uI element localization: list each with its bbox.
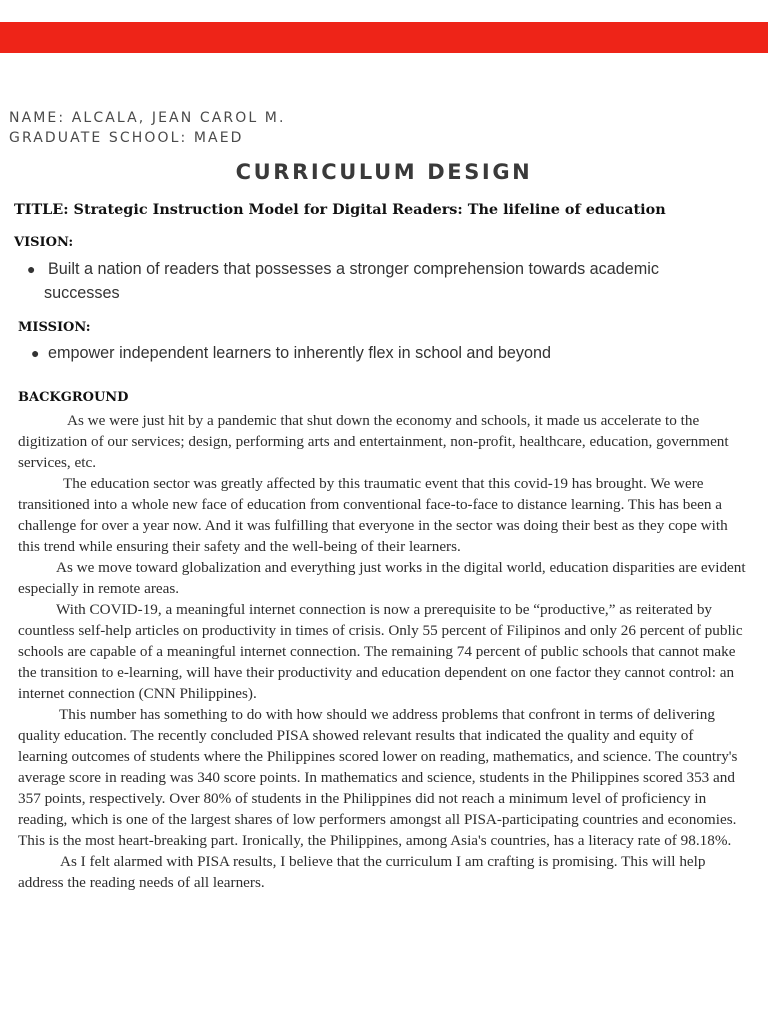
document-heading: CURRICULUM DESIGN: [235, 160, 533, 184]
bullet-icon: ●: [27, 261, 36, 277]
mission-item-text: empower independent learners to inherently flex in school and beyond: [48, 344, 552, 362]
background-paragraph: As we were just hit by a pandemic that shut down the economy and schools, it made us accelerate to the digitization of our services; design, performing arts and entertainment, non-profit, healthcare, education, government services, etc.: [18, 412, 729, 471]
background-section: [18, 410, 746, 893]
header-accent-bar: [0, 22, 768, 53]
vision-label: VISION:: [14, 235, 74, 250]
background-paragraph: This number has something to do with how should we address problems that confront in terms of delivering quality education. The recently concluded PISA showed relevant results that indicated the quality and equity of learning outcomes of students where the Philippines scored lower on reading, mathematics, and science. The country's average score in reading was 340 score points. In mathematics and science, students in the Philippines scored 353 and 357 points, respectively. Over 80% of students in the Philippines did not reach a minimum level of proficiency in reading, which is one of the largest shares of low performers amongst all PISA-participating countries and economies. This is the most heart-breaking part. Ironically, the Philippines, among Asia's countries, has a literacy rate of 98.18%.: [18, 706, 738, 849]
author-info: [9, 108, 286, 148]
bullet-icon: ●: [31, 345, 40, 361]
mission-list: [31, 342, 708, 364]
background-paragraph: The education sector was greatly affected by this traumatic event that this covid-19 has brought. We were transitioned into a whole new face of education from conventional face-to-face to distance learning. This has been a challenge for over a year now. And it was fulfilling that everyone in the sector was doing their best as they cope with this trend while ensuring their safety and the well-being of their learners.: [18, 475, 728, 555]
mission-label: MISSION:: [18, 320, 91, 335]
graduate-school: GRADUATE SCHOOL: MAED: [9, 130, 244, 146]
vision-list: [27, 257, 704, 305]
background-paragraph: With COVID-19, a meaningful internet connection is now a prerequisite to be “productive,” as reiterated by countless self-help articles on productivity in times of crisis. Only 55 percent of Filipinos and only 26 percent of public schools are capable of a meaningful internet connection. The remaining 74 percent of public schools that cannot make the transition to e-learning, will have their productivity and education dependent on one factor they cannot control: an internet connection (CNN Philippines).: [18, 601, 743, 702]
vision-item: [27, 257, 704, 305]
background-paragraph: As we move toward globalization and everything just works in the digital world, education disparities are evident especially in remote areas.: [18, 559, 746, 597]
vision-item-text: Built a nation of readers that possesses a stronger comprehension towards academic successes: [44, 260, 659, 302]
mission-item: [31, 342, 708, 364]
background-paragraph: As I felt alarmed with PISA results, I believe that the curriculum I am crafting is promising. This will help address the reading needs of all learners.: [18, 853, 706, 891]
background-label: BACKGROUND: [18, 390, 129, 405]
author-name: NAME: ALCALA, JEAN CAROL M.: [9, 110, 286, 126]
curriculum-title: TITLE: Strategic Instruction Model for Digital Readers: The lifeline of education: [14, 201, 666, 218]
